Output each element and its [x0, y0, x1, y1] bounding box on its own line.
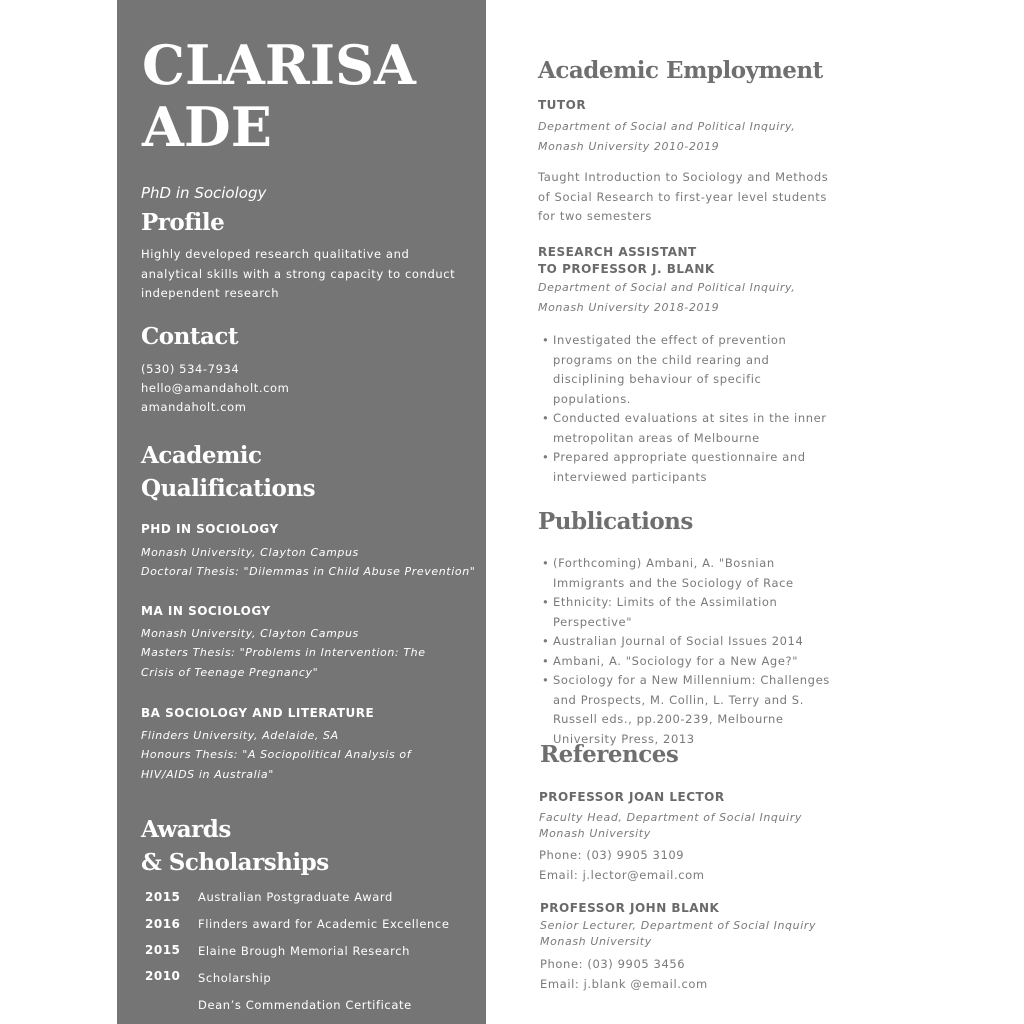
- job-title-line2: TO PROFESSOR J. BLANK: [538, 262, 715, 276]
- reference-email: Email: j.lector@email.com: [539, 868, 705, 882]
- name-first: CLARISA: [142, 33, 416, 97]
- job-title: RESEARCH ASSISTANT: [538, 245, 697, 259]
- award-item: Dean’s Commendation Certificate: [198, 998, 412, 1012]
- award-item: Scholarship: [198, 971, 272, 985]
- employment-heading: Academic Employment: [538, 57, 823, 84]
- job-title: TUTOR: [538, 98, 587, 112]
- reference-phone: Phone: (03) 9905 3109: [539, 848, 685, 862]
- list-item: • Sociology for a New Millennium: Challenges and Prospects, M. Collin, L. Terry and S. Russell eds., pp.200-239, Melbourne University Press, 2013: [538, 671, 830, 749]
- qualification-thesis: Doctoral Thesis: "Dilemmas in Child Abuse Prevention": [141, 565, 476, 578]
- qualification-thesis: Masters Thesis: "Problems in Intervention: The Crisis of Teenage Pregnancy": [141, 646, 426, 679]
- reference-role: Senior Lecturer, Department of Social Inquiry: [540, 919, 817, 932]
- list-item: • (Forthcoming) Ambani, A. "Bosnian Immigrants and the Sociology of Race: [538, 554, 830, 593]
- reference-phone: Phone: (03) 9905 3456: [540, 957, 686, 971]
- contact-heading: Contact: [141, 323, 239, 350]
- award-year: 2016: [145, 917, 181, 931]
- reference-name: PROFESSOR JOAN LECTOR: [539, 790, 725, 804]
- qualifications-heading-line1: Academic: [141, 442, 262, 469]
- award-year: 2015: [145, 943, 181, 957]
- qualification-institution: Monash University, Clayton Campus: [141, 546, 359, 559]
- references-heading: References: [540, 741, 679, 768]
- reference-name: PROFESSOR JOHN BLANK: [540, 901, 720, 915]
- qualification-institution: Monash University, Clayton Campus: [141, 627, 359, 640]
- list-item: • Ambani, A. "Sociology for a New Age?": [538, 652, 830, 672]
- qualification-institution: Flinders University, Adelaide, SA: [141, 729, 339, 742]
- list-item: • Investigated the effect of prevention programs on the child rearing and disciplining behaviour of specific populations.: [538, 331, 830, 409]
- awards-heading-line1: Awards: [141, 816, 231, 843]
- contact-email: hello@amandaholt.com: [141, 381, 290, 395]
- contact-website: amandaholt.com: [141, 400, 247, 414]
- list-item: • Prepared appropriate questionnaire and interviewed participants: [538, 448, 830, 487]
- award-year: 2015: [145, 890, 181, 904]
- award-item: Australian Postgraduate Award: [198, 890, 393, 904]
- qualification-title: BA SOCIOLOGY AND LITERATURE: [141, 706, 375, 720]
- award-year: 2010: [145, 969, 181, 983]
- awards-heading-line2: & Scholarships: [141, 849, 329, 876]
- qualification-title: PHD IN SOCIOLOGY: [141, 522, 279, 536]
- reference-organisation: Monash University: [540, 935, 652, 948]
- degree-subtitle: PhD in Sociology: [141, 184, 267, 202]
- list-item: • Australian Journal of Social Issues 2014: [538, 632, 830, 652]
- job-description: Taught Introduction to Sociology and Methods of Social Research to first-year level students for two semesters: [538, 170, 829, 223]
- publications-list: [538, 554, 830, 749]
- profile-text: Highly developed research qualitative and analytical skills with a strong capacity to conduct independent research: [141, 247, 456, 300]
- reference-email: Email: j.blank @email.com: [540, 977, 708, 991]
- name-last: ADE: [142, 95, 272, 159]
- job-department: Department of Social and Political Inquiry, Monash University 2018-2019: [538, 281, 796, 314]
- qualifications-heading-line2: Qualifications: [141, 475, 316, 502]
- list-item: • Conducted evaluations at sites in the inner metropolitan areas of Melbourne: [538, 409, 830, 448]
- list-item: • Ethnicity: Limits of the Assimilation Perspective": [538, 593, 830, 632]
- reference-organisation: Monash University: [539, 827, 651, 840]
- qualification-title: MA IN SOCIOLOGY: [141, 604, 271, 618]
- contact-phone: (530) 534-7934: [141, 362, 240, 376]
- job-department: Department of Social and Political Inquiry, Monash University 2010-2019: [538, 120, 796, 153]
- award-item: Elaine Brough Memorial Research: [198, 944, 411, 958]
- job-bullet-list: [538, 331, 830, 487]
- qualification-thesis: Honours Thesis: "A Sociopolitical Analysis of HIV/AIDS in Australia": [141, 748, 412, 781]
- profile-heading: Profile: [141, 209, 225, 236]
- award-item: Flinders award for Academic Excellence: [198, 917, 450, 931]
- reference-role: Faculty Head, Department of Social Inquiry: [539, 811, 802, 824]
- publications-heading: Publications: [538, 508, 693, 535]
